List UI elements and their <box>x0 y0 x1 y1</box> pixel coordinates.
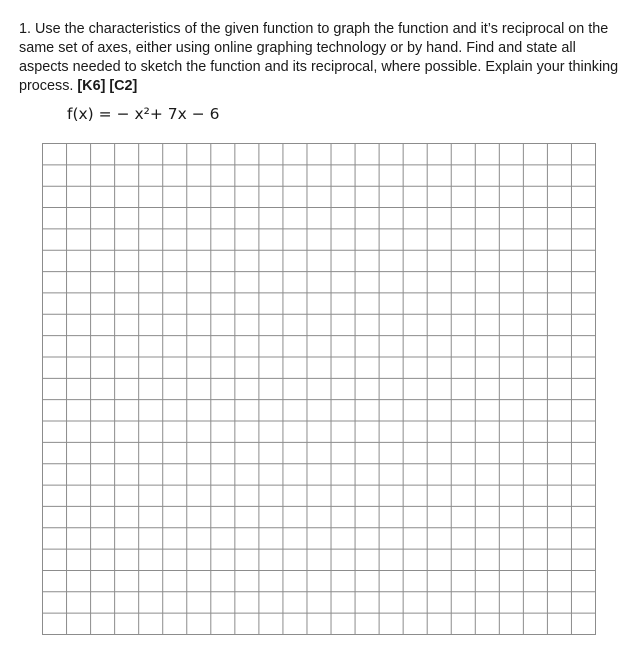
question-text <box>19 20 619 96</box>
graph-grid <box>42 143 596 635</box>
graph-paper <box>42 143 596 635</box>
question-body: Use the characteristics of the given function to graph the function and it’s reciprocal on the same set of axes, either using online graphing technology or by hand. Find and state all aspects needed to sketch the function and its reciprocal, where possible. Explain your thinking process. <box>19 21 619 94</box>
question-tags: [K6] [C2] <box>77 78 138 94</box>
question-number: 1. <box>19 21 32 37</box>
function-formula: f(x) = − x²+ 7x − 6 <box>67 105 220 123</box>
